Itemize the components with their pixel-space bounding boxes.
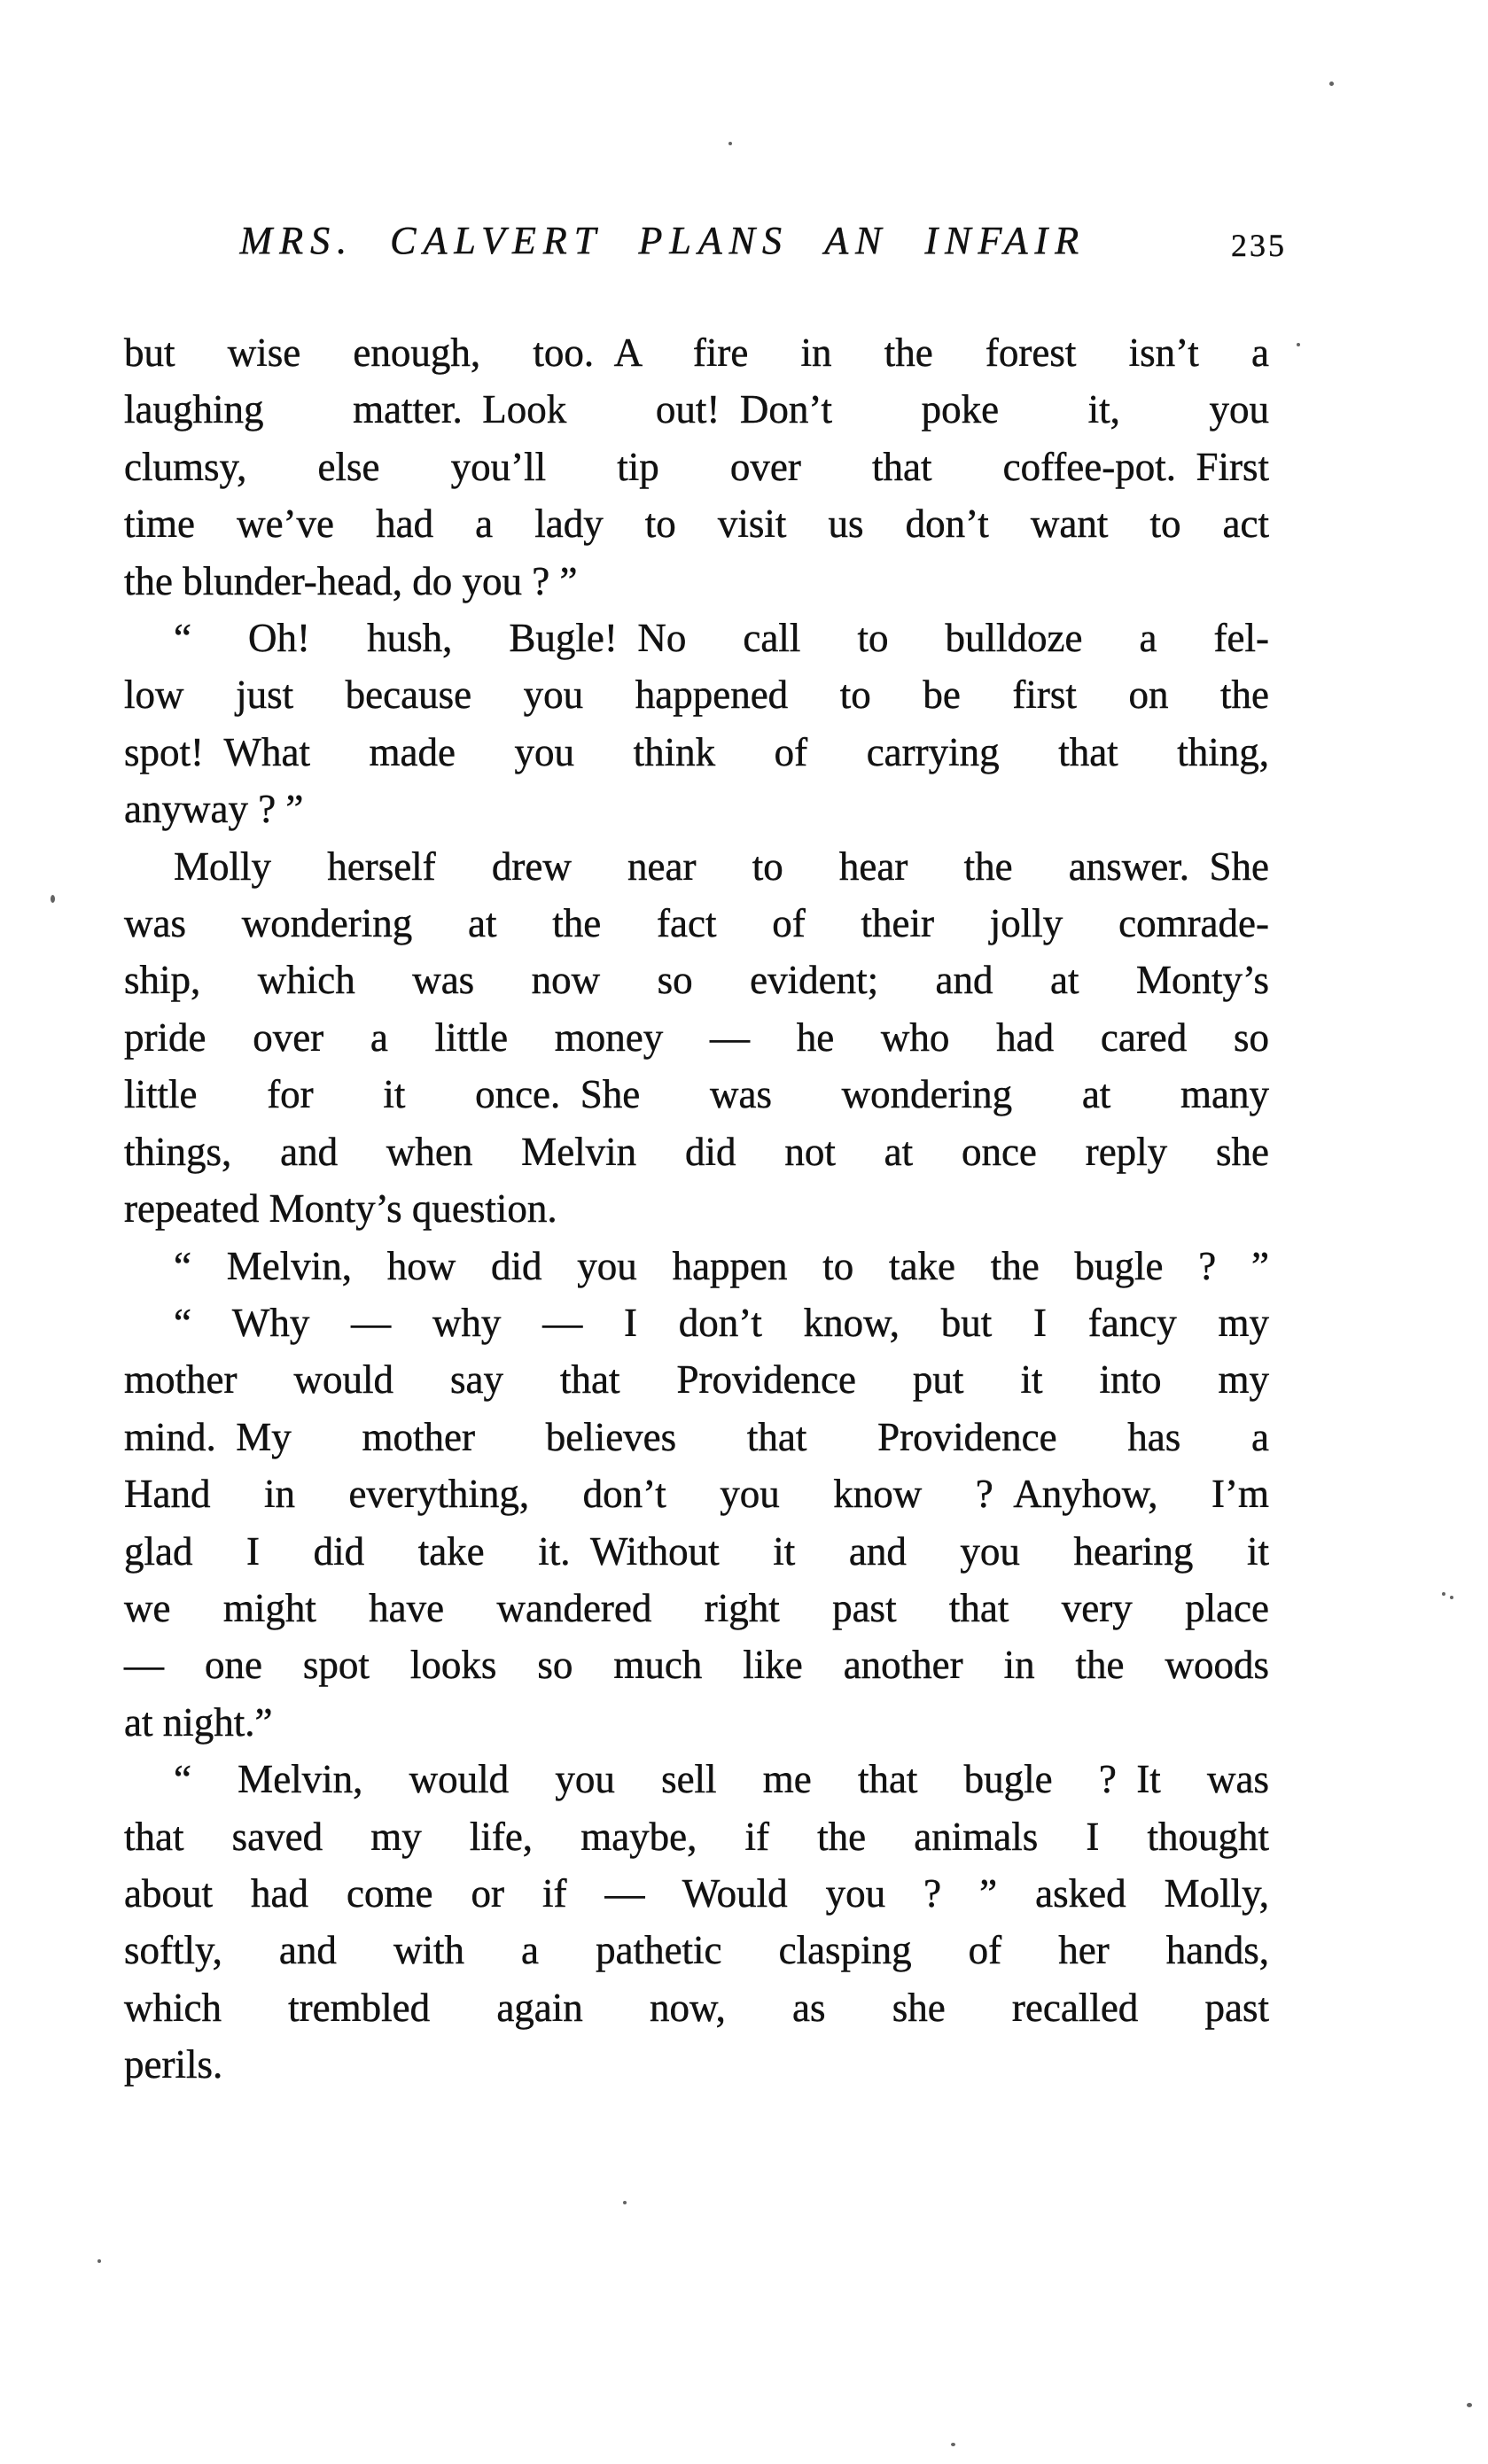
- text-line: “ Why — why — I don’t know, but I fancy my: [174, 1300, 1269, 1345]
- text-line: softly, and with a pathetic clasping of her hands,: [124, 1928, 1269, 1973]
- text-line: ship, which was now so evident; and at Monty’s: [124, 958, 1269, 1003]
- text-line: time we’ve had a lady to visit us don’t want to act: [124, 501, 1269, 547]
- scan-speck: [623, 2201, 627, 2204]
- text-line: laughing matter. Look out! Don’t poke it, you: [124, 387, 1269, 432]
- text-line: anyway ? ”: [124, 787, 304, 832]
- text-line: spot! What made you think of carrying that thing,: [124, 729, 1269, 774]
- running-header: [124, 218, 1287, 275]
- scan-speck: [1297, 343, 1300, 346]
- text-line: “ Oh! hush, Bugle! No call to bulldoze a fel-: [174, 616, 1269, 661]
- text-line: Molly herself drew near to hear the answer. She: [174, 843, 1269, 889]
- text-line: little for it once. She was wondering at many: [124, 1072, 1269, 1117]
- text-line: at night.”: [124, 1699, 273, 1745]
- scan-speck: [51, 895, 55, 903]
- text-line: that saved my life, maybe, if the animals I thought: [124, 1814, 1269, 1859]
- text-line: glad I did take it. Without it and you hearing it: [124, 1528, 1269, 1574]
- text-line: the blunder-head, do you ? ”: [124, 558, 578, 603]
- paragraph: [124, 1294, 1269, 1751]
- text-line: — one spot looks so much like another in the woods: [124, 1643, 1269, 1688]
- scan-speck: [728, 142, 732, 145]
- text-line: things, and when Melvin did not at once reply she: [124, 1129, 1269, 1174]
- paragraph: [124, 324, 1269, 610]
- scan-speck: [1329, 82, 1334, 86]
- text-line: mother would say that Providence put it into my: [124, 1357, 1269, 1403]
- paragraph: [124, 1238, 1269, 1294]
- scan-speck: [1450, 1596, 1453, 1599]
- text-line: “ Melvin, how did you happen to take the bugle ? ”: [174, 1243, 1269, 1288]
- text-line: clumsy, else you’ll tip over that coffee-pot. First: [124, 444, 1269, 489]
- scan-speck: [1467, 2403, 1472, 2407]
- scan-speck: [1442, 1592, 1445, 1596]
- text-line: about had come or if — Would you ? ” asked Molly,: [124, 1870, 1269, 1916]
- scan-speck: [97, 2259, 101, 2263]
- paragraph: [124, 1751, 1269, 2093]
- text-line: repeated Monty’s question.: [124, 1186, 557, 1232]
- page-body: [124, 324, 1269, 2094]
- paragraph: [124, 610, 1269, 838]
- text-line: which trembled again now, as she recalled past: [124, 1985, 1269, 2030]
- text-line: low just because you happened to be first on the: [124, 672, 1269, 718]
- text-line: pride over a little money — he who had cared so: [124, 1014, 1269, 1060]
- scan-speck: [951, 2443, 955, 2446]
- text-line: was wondering at the fact of their jolly comrade-: [124, 901, 1269, 946]
- text-line: mind. My mother believes that Providence has a: [124, 1414, 1269, 1459]
- chapter-title: MRS. CALVERT PLANS AN INFAIR: [239, 219, 1087, 262]
- text-line: but wise enough, too. A fire in the forest isn’t a: [124, 330, 1269, 375]
- text-line: we might have wandered right past that very place: [124, 1585, 1269, 1630]
- text-line: Hand in everything, don’t you know ? Anyhow, I’m: [124, 1472, 1269, 1517]
- page-number: 235: [1231, 228, 1287, 263]
- text-line: perils.: [124, 2042, 223, 2087]
- paragraph: [124, 838, 1269, 1238]
- text-line: “ Melvin, would you sell me that bugle ? It was: [174, 1757, 1269, 1802]
